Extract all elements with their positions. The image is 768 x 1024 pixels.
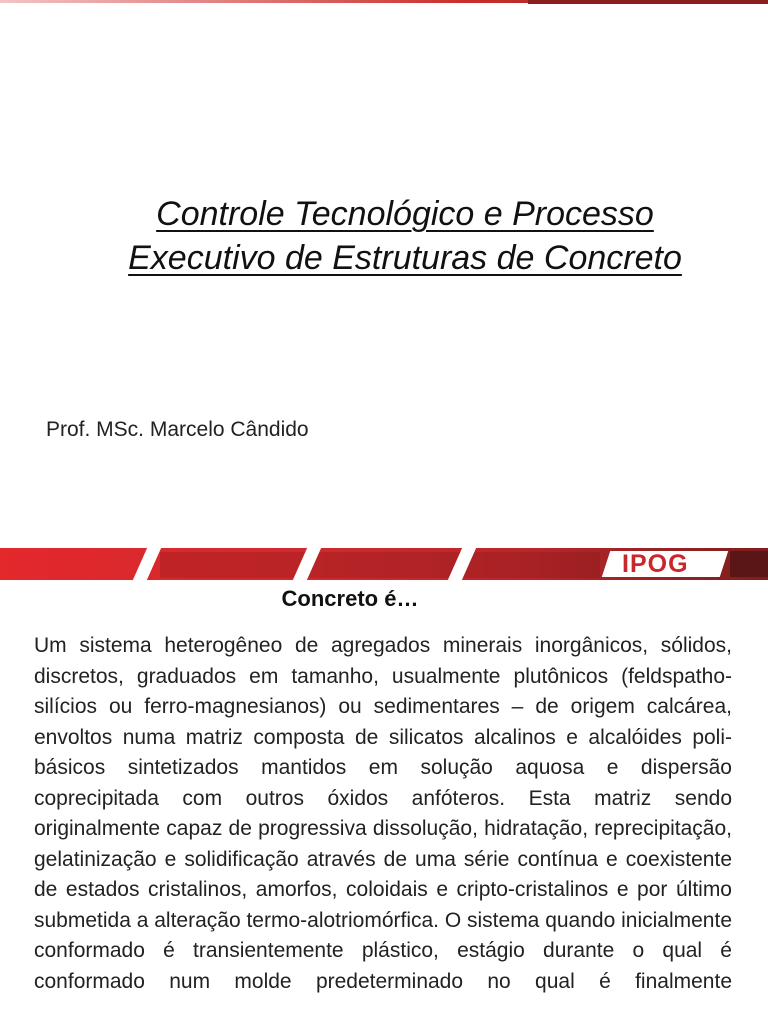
top-rule-accent (528, 0, 768, 4)
slide-title (40, 192, 768, 280)
ipog-logo: IPOG (622, 550, 689, 578)
section-heading: Concreto é… (281, 586, 419, 611)
header-band-shade (160, 552, 600, 578)
logo-end-block (730, 551, 768, 577)
body-paragraph: Um sistema heterogêneo de agregados minerais inorgânicos, sólidos, discretos, graduados em tamanho, usualmente plutônicos (feldspatho-silícios ou ferro-magnesianos) ou sedimentares – de origem calcárea, envoltos numa matriz composta de silicatos alcalinos e alcalóides poli-básicos sintetizados mantidos em solução aquosa e dispersão coprecipitada com outros óxidos anfóteros. Esta matriz sendo originalmente capaz de progressiva dissolução, hidratação, reprecipitação, gelatinização e solidificação através de uma série contínua e coexistente de estados cristalinos, amorfos, coloidais e cripto-cristalinos e por último submetida a alteração termo-alotriomórfica. O sistema quando inicialmente conformado é transientemente plástico, estágio durante o qual é conformado num molde predeterminado no qual é finalmente (34, 634, 732, 993)
slide-title-line-2: Executivo de Estruturas de Concreto (128, 239, 682, 277)
author-name: Prof. MSc. Marcelo Cândido (46, 418, 309, 441)
slide-title-line-1: Controle Tecnológico e Processo (156, 195, 654, 233)
